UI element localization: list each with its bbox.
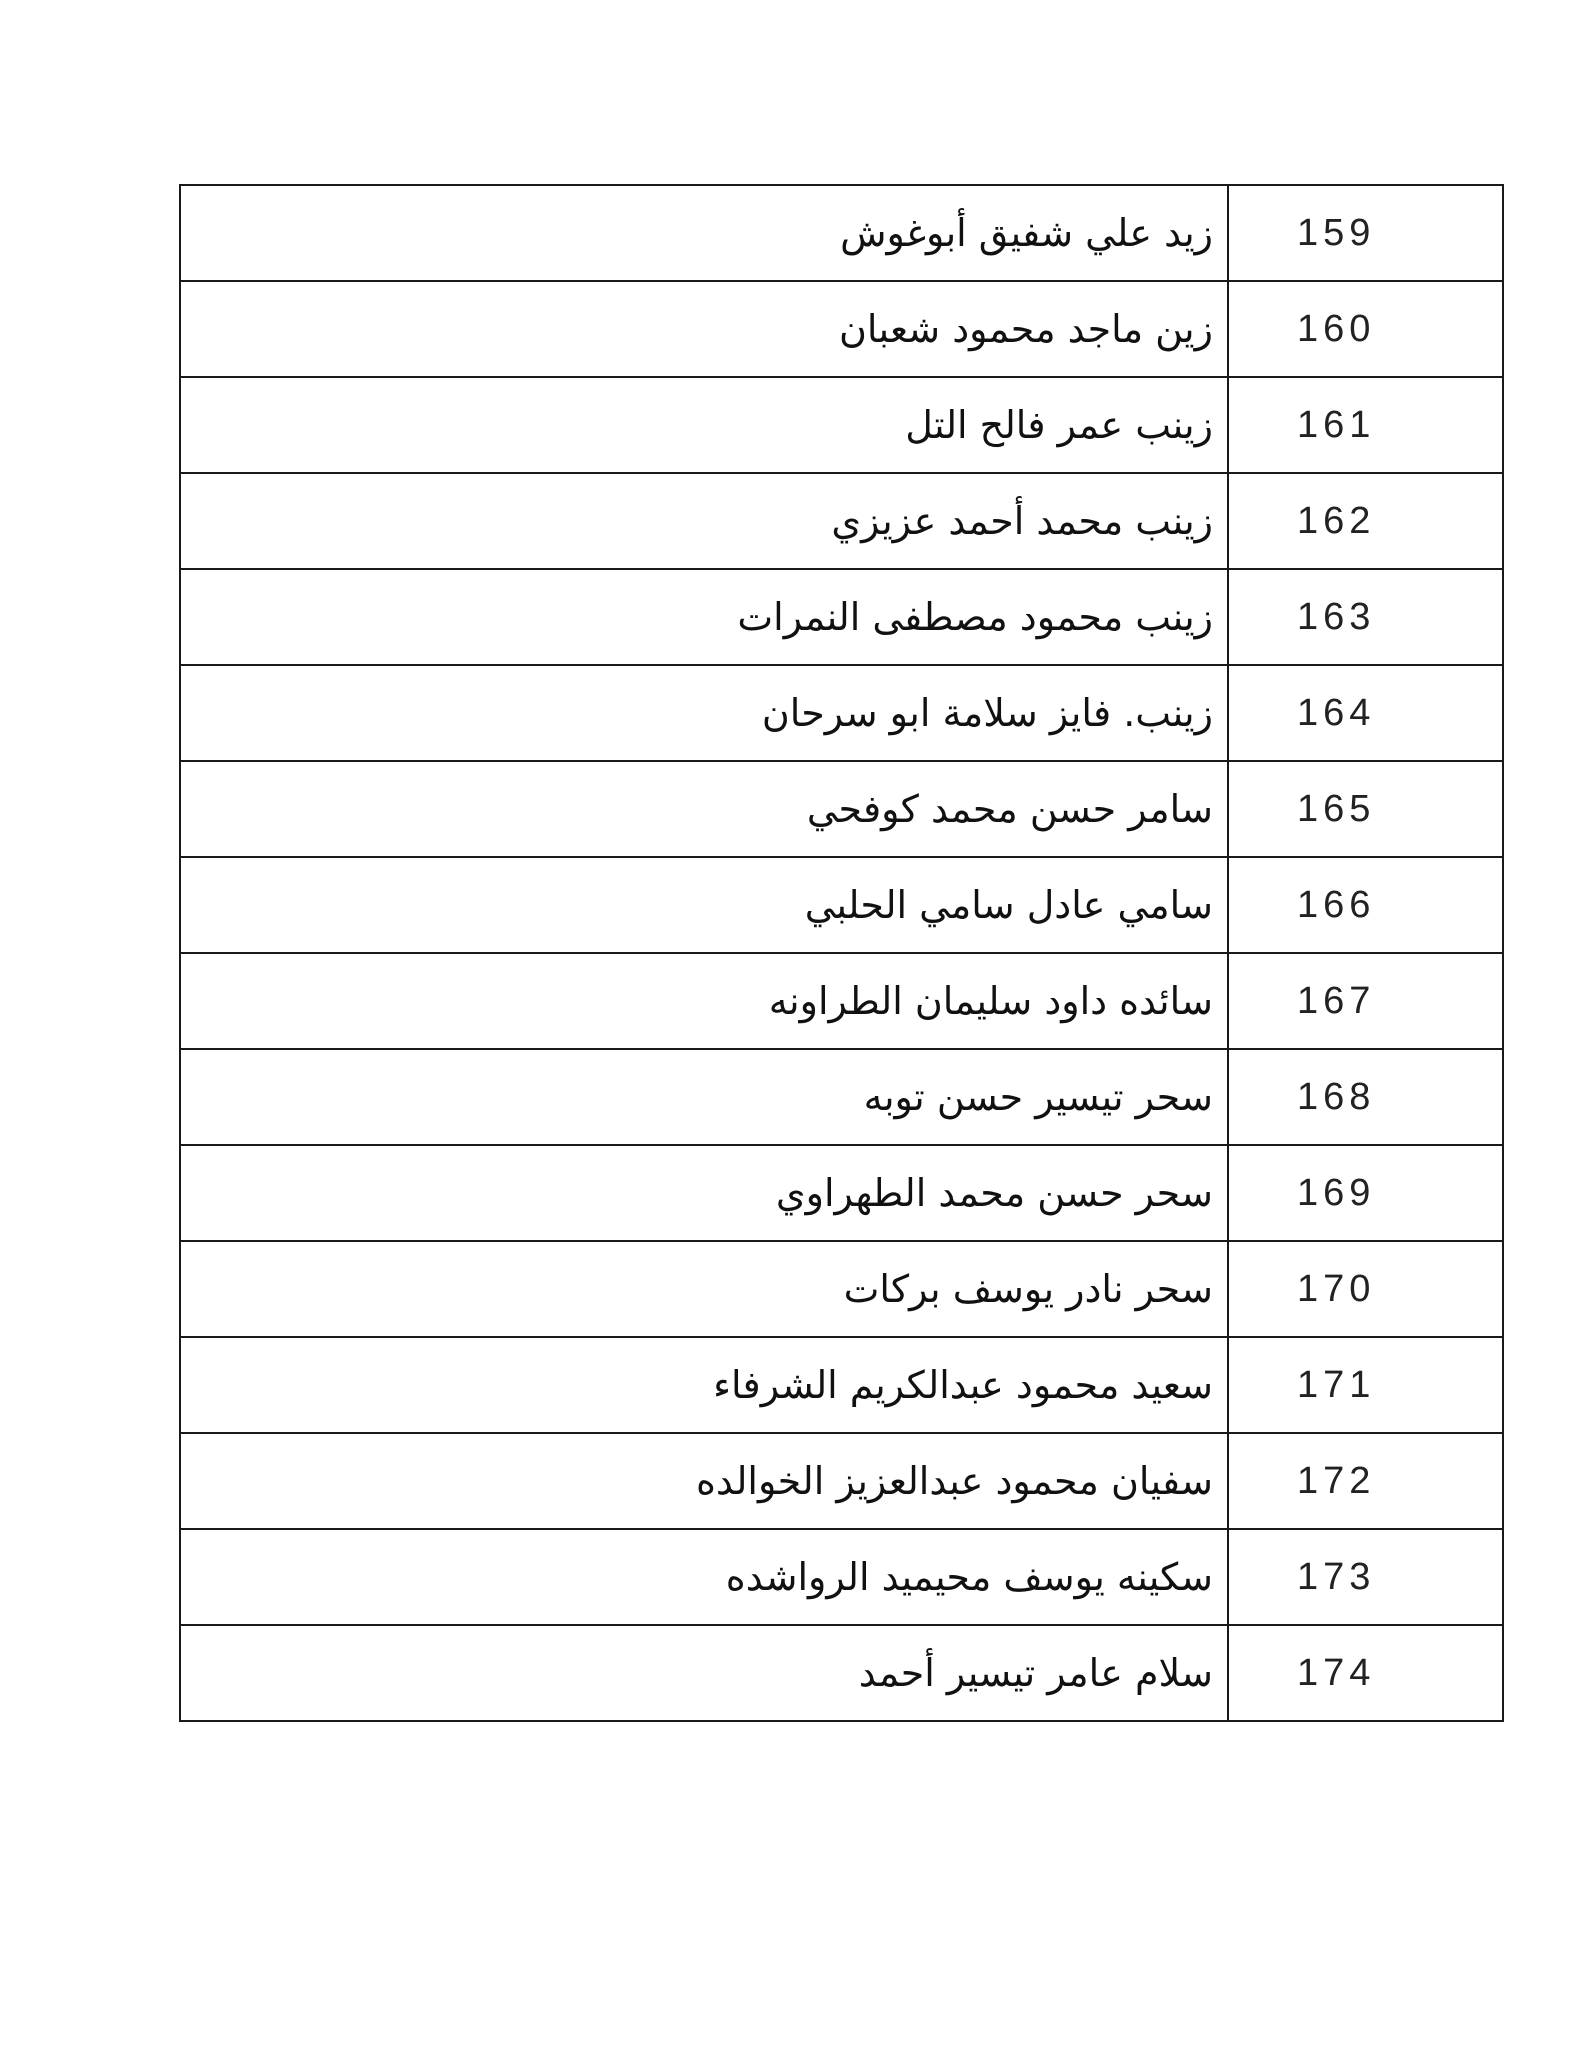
name-cell: سامر حسن محمد كوفحي xyxy=(180,761,1228,857)
table-row xyxy=(180,1049,1503,1145)
number-cell: 166 xyxy=(1228,857,1503,953)
number-cell: 168 xyxy=(1228,1049,1503,1145)
name-cell: سعيد محمود عبدالكريم الشرفاء xyxy=(180,1337,1228,1433)
number-cell: 167 xyxy=(1228,953,1503,1049)
name-cell: زينب محمد أحمد عزيزي xyxy=(180,473,1228,569)
name-cell: سحر تيسير حسن توبه xyxy=(180,1049,1228,1145)
number-cell: 163 xyxy=(1228,569,1503,665)
name-cell: سكينه يوسف محيميد الرواشده xyxy=(180,1529,1228,1625)
table-row xyxy=(180,1433,1503,1529)
names-table-body xyxy=(180,185,1503,1721)
number-cell: 164 xyxy=(1228,665,1503,761)
name-cell: سائده داود سليمان الطراونه xyxy=(180,953,1228,1049)
table-row xyxy=(180,1625,1503,1721)
number-cell: 170 xyxy=(1228,1241,1503,1337)
table-row xyxy=(180,185,1503,281)
number-cell: 173 xyxy=(1228,1529,1503,1625)
table-row xyxy=(180,1145,1503,1241)
number-cell: 171 xyxy=(1228,1337,1503,1433)
number-cell: 172 xyxy=(1228,1433,1503,1529)
table-row xyxy=(180,761,1503,857)
number-cell: 160 xyxy=(1228,281,1503,377)
table-row xyxy=(180,569,1503,665)
name-cell: سحر نادر يوسف بركات xyxy=(180,1241,1228,1337)
number-cell: 161 xyxy=(1228,377,1503,473)
table-row xyxy=(180,953,1503,1049)
table-row xyxy=(180,473,1503,569)
name-cell: سامي عادل سامي الحلبي xyxy=(180,857,1228,953)
table-row xyxy=(180,1337,1503,1433)
names-table xyxy=(179,184,1504,1722)
name-cell: زينب عمر فالح التل xyxy=(180,377,1228,473)
number-cell: 169 xyxy=(1228,1145,1503,1241)
name-cell: سحر حسن محمد الطهراوي xyxy=(180,1145,1228,1241)
name-cell: سفيان محمود عبدالعزيز الخوالده xyxy=(180,1433,1228,1529)
table-row xyxy=(180,281,1503,377)
number-cell: 174 xyxy=(1228,1625,1503,1721)
number-cell: 165 xyxy=(1228,761,1503,857)
name-cell: زين ماجد محمود شعبان xyxy=(180,281,1228,377)
name-cell: سلام عامر تيسير أحمد xyxy=(180,1625,1228,1721)
name-cell: زيد علي شفيق أبوغوش xyxy=(180,185,1228,281)
table-row xyxy=(180,377,1503,473)
number-cell: 162 xyxy=(1228,473,1503,569)
name-cell: زينب. فايز سلامة ابو سرحان xyxy=(180,665,1228,761)
number-cell: 159 xyxy=(1228,185,1503,281)
table-row xyxy=(180,665,1503,761)
table-row xyxy=(180,857,1503,953)
name-cell: زينب محمود مصطفى النمرات xyxy=(180,569,1228,665)
table-row xyxy=(180,1529,1503,1625)
table-row xyxy=(180,1241,1503,1337)
